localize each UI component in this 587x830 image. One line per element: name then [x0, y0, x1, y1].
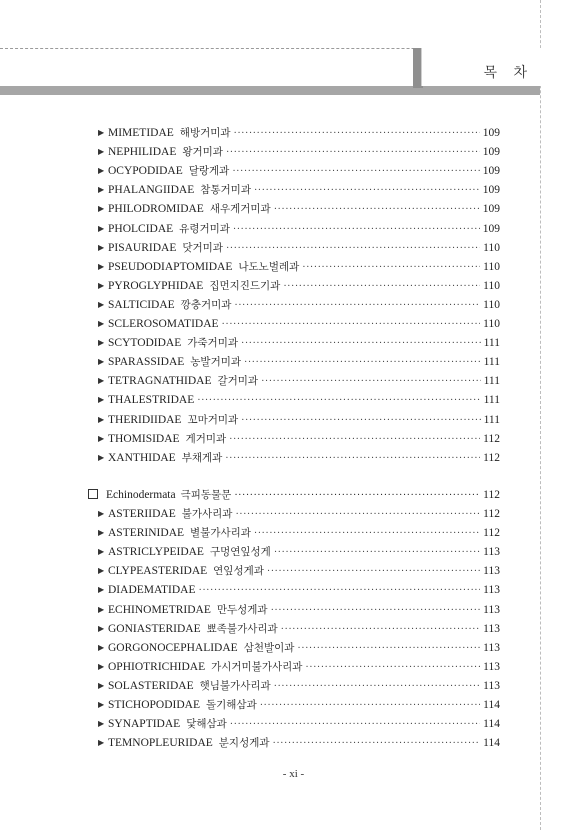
toc-entry[interactable] [98, 391, 500, 409]
toc-entry[interactable] [98, 524, 500, 542]
toc-entry-family-name: SALTICIDAE [108, 298, 175, 311]
toc-entry[interactable] [98, 334, 500, 352]
triangle-bullet-icon: ▶ [98, 338, 105, 348]
dot-leader [260, 697, 480, 715]
toc-entry-family-name: TEMNOPLEURIDAE [108, 737, 213, 750]
toc-entry[interactable] [98, 715, 500, 733]
toc-entry[interactable] [98, 639, 500, 657]
toc-entry[interactable] [98, 620, 500, 638]
toc-entry-family-name: SCLEROSOMATIDAE [108, 318, 219, 330]
toc-entry-page: 109 [482, 222, 500, 235]
toc-entry-page: 114 [483, 737, 500, 750]
dot-leader [283, 278, 480, 296]
section-name: Echinodermata [106, 489, 176, 501]
toc-entry-page: 109 [482, 184, 500, 197]
square-bullet-icon [88, 489, 98, 499]
toc-entry-korean-name: 삼천발이과 [243, 641, 295, 654]
toc-entry-korean-name: 집먼지진드기과 [209, 279, 281, 292]
toc-entry[interactable] [98, 543, 500, 561]
dot-leader [229, 431, 480, 449]
toc-entry-page: 110 [483, 298, 500, 311]
toc-entry-family-name: PSEUDODIAPTOMIDAE [108, 260, 233, 273]
toc-entry-korean-name: 별불가사리과 [190, 527, 251, 540]
triangle-bullet-icon: ▶ [98, 661, 105, 671]
toc-entry-family-name: GONIASTERIDAE [108, 622, 201, 635]
toc-entry-family-name: SOLASTERIDAE [108, 679, 194, 692]
dot-leader [274, 544, 480, 562]
toc-entry[interactable] [98, 277, 500, 295]
toc-entry-korean-name: 구멍연잎성게 [209, 546, 271, 559]
toc-entry[interactable] [98, 200, 500, 218]
dot-leader [234, 125, 480, 143]
toc-entry-page: 113 [483, 584, 500, 597]
toc-entry-family-name: ASTERIIDAE [108, 508, 176, 520]
dot-leader [226, 240, 480, 258]
triangle-bullet-icon: ▶ [98, 242, 105, 252]
toc-entry[interactable] [98, 505, 500, 523]
dot-leader [232, 163, 479, 181]
toc-entry-korean-name: 가시거미불가사리과 [211, 660, 303, 673]
dot-leader [281, 621, 481, 639]
dot-leader [267, 563, 480, 581]
triangle-bullet-icon: ▶ [98, 585, 105, 595]
toc-entry-page: 113 [483, 641, 500, 654]
toc-entry-family-name: OCYPODIDAE [108, 165, 183, 178]
triangle-bullet-icon: ▶ [98, 566, 105, 576]
toc-entry-page: 112 [483, 451, 500, 464]
toc-entry-page: 113 [483, 546, 500, 559]
triangle-bullet-icon: ▶ [98, 642, 105, 652]
toc-entry-family-name: ECHINOMETRIDAE [108, 603, 211, 616]
toc-entry-page: 114 [483, 699, 500, 711]
toc-entry[interactable] [98, 734, 500, 752]
triangle-bullet-icon: ▶ [98, 395, 105, 405]
toc-entry-korean-name: 닻해삼과 [186, 718, 227, 731]
dot-leader [234, 297, 480, 315]
toc-entry[interactable] [98, 258, 500, 276]
toc-entry-korean-name: 가죽거미과 [187, 337, 238, 350]
page-title: 목 차 [483, 65, 533, 81]
dot-leader [274, 201, 480, 219]
toc-entry-page: 109 [482, 127, 500, 139]
toc-entry-korean-name: 불가사리과 [181, 508, 233, 520]
dot-leader [271, 602, 481, 620]
toc-entry[interactable] [98, 162, 500, 180]
header-gray-bar [0, 86, 540, 95]
dot-leader [274, 678, 481, 696]
toc-entry-family-name: PHOLCIDAE [108, 222, 174, 235]
dot-leader [273, 735, 481, 753]
toc-section-heading[interactable] [88, 486, 500, 504]
toc-entry-family-name: THERIDIIDAE [108, 413, 182, 426]
toc-entry-family-name: STICHOPODIDAE [108, 699, 200, 711]
triangle-bullet-icon: ▶ [98, 185, 105, 195]
triangle-bullet-icon: ▶ [98, 280, 105, 290]
toc-entry-korean-name: 나도노벌레과 [238, 260, 300, 273]
page-number: - xi - [282, 768, 305, 780]
toc-entry[interactable] [98, 430, 500, 448]
toc-entry-page: 109 [482, 165, 500, 178]
toc-entry-family-name: THALESTRIDAE [108, 394, 195, 407]
toc-entry-korean-name: 유령거미과 [179, 222, 230, 235]
toc-entry-korean-name: 게거미과 [185, 432, 227, 445]
dot-leader [199, 582, 481, 600]
toc-entry-page: 112 [483, 527, 500, 540]
triangle-bullet-icon: ▶ [98, 147, 105, 157]
toc-entry-page: 114 [483, 718, 500, 731]
toc-entry-korean-name: 연잎성게과 [213, 565, 264, 578]
dot-leader [234, 487, 480, 505]
toc-entry-family-name: DIADEMATIDAE [108, 584, 196, 597]
toc-entry-family-name: ASTERINIDAE [108, 527, 185, 540]
toc-entry-page: 110 [483, 241, 500, 254]
toc-entry[interactable] [98, 449, 500, 467]
dot-leader [254, 182, 480, 200]
toc-entry-korean-name: 왕거미과 [182, 146, 223, 159]
toc-entry[interactable] [98, 696, 500, 714]
toc-entry-page: 110 [483, 279, 500, 292]
toc-entry-family-name: XANTHIDAE [108, 451, 176, 464]
triangle-bullet-icon: ▶ [98, 700, 105, 709]
dot-leader [261, 373, 481, 391]
toc-entry[interactable] [98, 220, 500, 238]
toc-entry-page: 113 [483, 679, 500, 692]
dot-leader [254, 525, 480, 543]
toc-entry[interactable] [98, 411, 500, 429]
toc-entry[interactable] [98, 143, 500, 161]
dot-leader [302, 259, 480, 277]
dot-leader [226, 144, 480, 162]
toc-entry-korean-name: 달랑게과 [188, 165, 230, 178]
triangle-bullet-icon: ▶ [98, 299, 105, 309]
toc-entry-korean-name: 뾰족불가사리과 [206, 622, 278, 635]
toc-entry-family-name: TETRAGNATHIDAE [108, 375, 212, 388]
toc-entry-korean-name: 분지성게과 [218, 737, 270, 750]
toc-entry-korean-name: 만두성게과 [216, 603, 268, 616]
triangle-bullet-icon: ▶ [98, 528, 105, 538]
toc-entry-family-name: SCYTODIDAE [108, 337, 182, 350]
triangle-bullet-icon: ▶ [98, 433, 105, 443]
triangle-bullet-icon: ▶ [98, 376, 105, 386]
dot-leader [230, 716, 480, 734]
toc-entry-family-name: CLYPEASTERIDAE [108, 565, 208, 578]
triangle-bullet-icon: ▶ [98, 357, 105, 367]
toc-entry-page: 113 [483, 565, 500, 578]
toc-entry-korean-name: 돌기해삼과 [206, 699, 257, 711]
dot-leader [233, 221, 480, 239]
dot-leader [235, 506, 480, 524]
triangle-bullet-icon: ▶ [98, 128, 105, 137]
toc-entry-page: 111 [483, 375, 500, 388]
toc-entry[interactable] [98, 562, 500, 580]
triangle-bullet-icon: ▶ [98, 547, 105, 557]
triangle-bullet-icon: ▶ [98, 623, 105, 633]
toc-entry-page: 113 [483, 660, 500, 673]
toc-entry-korean-name: 새우게거미과 [209, 203, 271, 216]
toc-entry-page: 112 [483, 432, 500, 445]
toc-entry[interactable] [98, 239, 500, 257]
dot-leader [297, 640, 480, 658]
toc-entry-family-name: GORGONOCEPHALIDAE [108, 641, 238, 654]
triangle-bullet-icon: ▶ [98, 509, 105, 518]
toc-entry[interactable] [98, 677, 500, 695]
toc-entry[interactable] [98, 601, 500, 619]
toc-entry[interactable] [98, 658, 500, 676]
triangle-bullet-icon: ▶ [98, 319, 105, 328]
toc-entry-page: 111 [483, 337, 500, 350]
section-page: 112 [483, 489, 500, 501]
triangle-bullet-icon: ▶ [98, 223, 105, 233]
toc-entry-page: 109 [482, 203, 500, 216]
toc-entry-korean-name: 닷거미과 [182, 241, 223, 254]
toc-entry-family-name: NEPHILIDAE [108, 146, 177, 159]
toc-entry-family-name: PYROGLYPHIDAE [108, 279, 204, 292]
toc-entry[interactable] [98, 296, 500, 314]
toc-entry-korean-name: 농발거미과 [190, 356, 241, 369]
toc-entry[interactable] [98, 581, 500, 599]
dot-leader [244, 354, 481, 372]
toc-entry-page: 112 [483, 508, 500, 520]
toc-entry-family-name: PISAURIDAE [108, 241, 177, 254]
toc-entry-page: 109 [482, 146, 500, 159]
toc-entry-family-name: PHALANGIIDAE [108, 184, 195, 197]
toc-entry-korean-name: 깡충거미과 [180, 298, 232, 311]
triangle-bullet-icon: ▶ [98, 719, 105, 729]
dot-leader [241, 335, 481, 353]
triangle-bullet-icon: ▶ [98, 414, 105, 424]
toc-entry-page: 111 [483, 394, 500, 407]
dot-leader [225, 450, 480, 468]
toc-entry-korean-name: 참통거미과 [200, 184, 251, 197]
toc-entry[interactable] [98, 315, 500, 333]
triangle-bullet-icon: ▶ [98, 204, 105, 214]
toc-entry-family-name: THOMISIDAE [108, 432, 180, 445]
toc-entry[interactable] [98, 372, 500, 390]
toc-entry-family-name: MIMETIDAE [108, 127, 174, 139]
section-korean-name: 극피동물문 [180, 489, 232, 501]
toc-entry-page: 111 [483, 413, 500, 426]
page-edge-line [540, 0, 541, 830]
toc-entry[interactable] [98, 353, 500, 371]
toc-entry[interactable] [98, 181, 500, 199]
toc-entry-korean-name: 부채게과 [181, 451, 223, 464]
toc-entry-page: 111 [483, 356, 500, 369]
toc-entry[interactable] [98, 124, 500, 142]
triangle-bullet-icon: ▶ [98, 261, 105, 271]
toc-entry-family-name: PHILODROMIDAE [108, 203, 204, 216]
dot-leader [305, 659, 480, 677]
toc-entry-family-name: SYNAPTIDAE [108, 718, 181, 731]
dot-leader [241, 412, 480, 430]
toc-entry-page: 113 [483, 622, 500, 635]
toc-entry-family-name: OPHIOTRICHIDAE [108, 660, 206, 673]
toc-entry-family-name: SPARASSIDAE [108, 356, 185, 369]
toc-entry-family-name: ASTRICLYPEIDAE [108, 546, 204, 559]
triangle-bullet-icon: ▶ [98, 738, 105, 748]
header-tab [421, 48, 541, 86]
triangle-bullet-icon: ▶ [98, 680, 105, 690]
dot-leader [197, 392, 480, 410]
triangle-bullet-icon: ▶ [98, 166, 105, 176]
toc-entry-page: 113 [483, 603, 500, 616]
triangle-bullet-icon: ▶ [98, 604, 105, 614]
toc-entry-korean-name: 갈거미과 [217, 375, 259, 388]
toc-entry-korean-name: 해방거미과 [179, 127, 231, 139]
toc-entry-page: 110 [483, 318, 500, 330]
triangle-bullet-icon: ▶ [98, 452, 105, 462]
toc-entry-korean-name: 꼬마거미과 [187, 413, 239, 426]
toc-entry-page: 110 [483, 260, 500, 273]
dot-leader [222, 316, 481, 334]
toc-entry-korean-name: 햇님불가사리과 [199, 679, 271, 692]
